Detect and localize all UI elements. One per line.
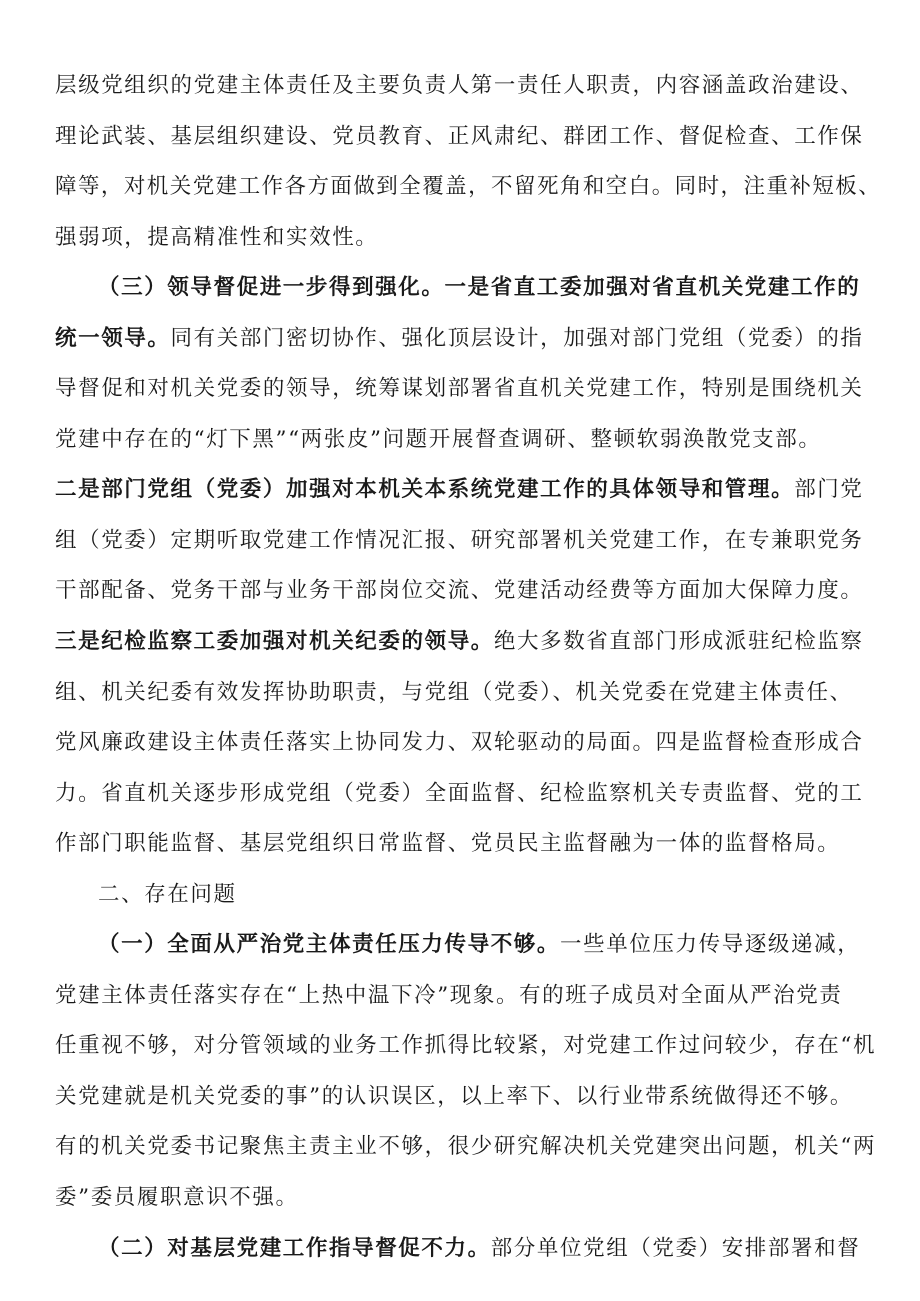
text-segment: 力。省直机关逐步形成党组（党委）全面监督、纪检监察机关专责监督、党的工 xyxy=(55,780,864,806)
text-segment: 关党建就是机关党委的事”的认识误区，以上率下、以行业带系统做得还不够。 xyxy=(55,1083,853,1109)
text-segment: 党建中存在的“灯下黑”“两张皮”问题开展督查调研、整顿软弱涣散党支部。 xyxy=(55,426,822,452)
text-segment: 有的机关党委书记聚焦主责主业不够，很少研究解决机关党建突出问题，机关“两 xyxy=(55,1134,877,1160)
text-segment: 任重视不够，对分管领域的业务工作抓得比较紧，对党建工作过问较少，存在“机 xyxy=(55,1033,877,1059)
text-segment: 部分单位党组（党委）安排部署和督 xyxy=(490,1235,861,1261)
text-segment: 二、存在问题 xyxy=(98,881,237,907)
text-line xyxy=(55,61,885,112)
text-line xyxy=(55,1173,885,1224)
text-segment: 作部门职能监督、基层党组织日常监督、党员民主监督融为一体的监督格局。 xyxy=(55,831,841,857)
text-line xyxy=(55,617,885,668)
text-line xyxy=(55,1224,885,1275)
text-line xyxy=(55,516,885,567)
text-line xyxy=(55,566,885,617)
text-line xyxy=(55,263,885,314)
text-line xyxy=(55,971,885,1022)
text-line xyxy=(55,465,885,516)
text-segment: 组（党委）定期听取党建工作情况汇报、研究部署机关党建工作，在专兼职党务 xyxy=(55,527,864,553)
text-segment: 理论武装、基层组织建设、党员教育、正风肃纪、群团工作、督促检查、工作保 xyxy=(55,123,864,149)
text-line xyxy=(55,1021,885,1072)
section-heading xyxy=(55,870,885,921)
bold-lead-phrase: （二）对基层党建工作指导督促不力。 xyxy=(98,1235,491,1261)
text-segment: 干部配备、党务干部与业务干部岗位交流、党建活动经费等方面加大保障力度。 xyxy=(55,578,864,604)
text-line xyxy=(55,1122,885,1173)
text-line xyxy=(55,415,885,466)
text-line xyxy=(55,162,885,213)
text-segment: 组、机关纪委有效发挥协助职责，与党组（党委）、机关党委在党建主体责任、 xyxy=(55,679,853,705)
text-segment: 部门党 xyxy=(794,477,864,503)
text-segment: 绝大多数省直部门形成派驻纪检监察 xyxy=(493,629,864,655)
text-line xyxy=(55,769,885,820)
text-segment: 导督促和对机关党委的领导，统筹谋划部署省直机关党建工作，特别是围绕机关 xyxy=(55,376,864,402)
text-segment: 党风廉政建设主体责任落实上协同发力、双轮驱动的局面。四是监督检查形成合 xyxy=(55,730,864,756)
document-page xyxy=(55,61,885,1274)
text-line xyxy=(55,1072,885,1123)
text-line xyxy=(55,920,885,971)
text-line xyxy=(55,819,885,870)
text-line xyxy=(55,718,885,769)
bold-lead-phrase: （三）领导督促进一步得到强化。一是省直工委加强对省直机关党建工作的 xyxy=(98,275,861,301)
text-line xyxy=(55,213,885,264)
text-line xyxy=(55,314,885,365)
bold-lead-phrase: 二是部门党组（党委）加强对本机关本系统党建工作的具体领导和管理。 xyxy=(55,477,795,503)
text-line xyxy=(55,668,885,719)
bold-lead-phrase: 统一领导。 xyxy=(55,325,171,351)
text-segment: 党建主体责任落实存在“上热中温下冷”现象。有的班子成员对全面从严治党责 xyxy=(55,982,843,1008)
text-line xyxy=(55,364,885,415)
text-segment: 一些单位压力传导逐级递减， xyxy=(560,932,861,958)
text-segment: 委”委员履职意识不强。 xyxy=(55,1185,299,1211)
text-segment: 强弱项，提高精准性和实效性。 xyxy=(55,224,379,250)
bold-lead-phrase: （一）全面从严治党主体责任压力传导不够。 xyxy=(98,932,561,958)
text-segment: 层级党组织的党建主体责任及主要负责人第一责任人职责，内容涵盖政治建设、 xyxy=(55,73,864,98)
text-line xyxy=(55,112,885,163)
text-segment: 同有关部门密切协作、强化顶层设计，加强对部门党组（党委）的指 xyxy=(170,325,864,351)
text-segment: 障等，对机关党建工作各方面做到全覆盖，不留死角和空白。同时，注重补短板、 xyxy=(55,174,882,200)
bold-lead-phrase: 三是纪检监察工委加强对机关纪委的领导。 xyxy=(55,629,494,655)
